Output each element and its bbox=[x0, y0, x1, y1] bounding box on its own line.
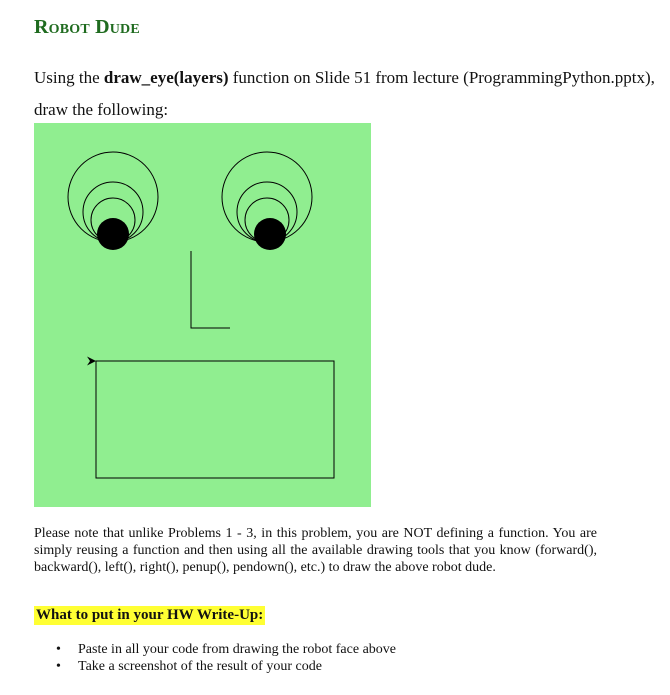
bullet-icon: • bbox=[56, 659, 61, 674]
list-item bbox=[56, 641, 396, 658]
mouth-rectangle bbox=[96, 361, 334, 478]
nose-line bbox=[191, 251, 230, 328]
right-pupil bbox=[254, 218, 286, 250]
hw-bullet-list bbox=[56, 641, 396, 675]
left-pupil bbox=[97, 218, 129, 250]
list-item-text: Paste in all your code from drawing the robot face above bbox=[78, 642, 397, 657]
intro-suffix: function on Slide 51 from lecture (ProgrammingPython.pptx), draw the following: bbox=[34, 68, 655, 119]
robot-face-figure bbox=[34, 123, 371, 507]
turtle-cursor-icon bbox=[87, 357, 96, 366]
hw-writeup-heading: What to put in your HW Write-Up: bbox=[36, 607, 264, 623]
note-paragraph: Please note that unlike Problems 1 - 3, in this problem, you are NOT defining a function. You are simply reusing a function and then using all the available drawing tools that you know (forward(), backward(), left(), right(), penup(), pendown(), etc.) to draw the above robot dude. bbox=[34, 526, 597, 575]
intro-prefix: Using the bbox=[34, 68, 104, 87]
list-item bbox=[56, 658, 396, 675]
intro-paragraph bbox=[34, 62, 666, 126]
robot-face-drawing bbox=[34, 123, 371, 507]
document-title: Robot Dude bbox=[34, 16, 140, 38]
list-item-text: Take a screenshot of the result of your code bbox=[78, 659, 322, 674]
function-name: draw_eye(layers) bbox=[103, 68, 229, 87]
bullet-icon: • bbox=[56, 642, 61, 657]
